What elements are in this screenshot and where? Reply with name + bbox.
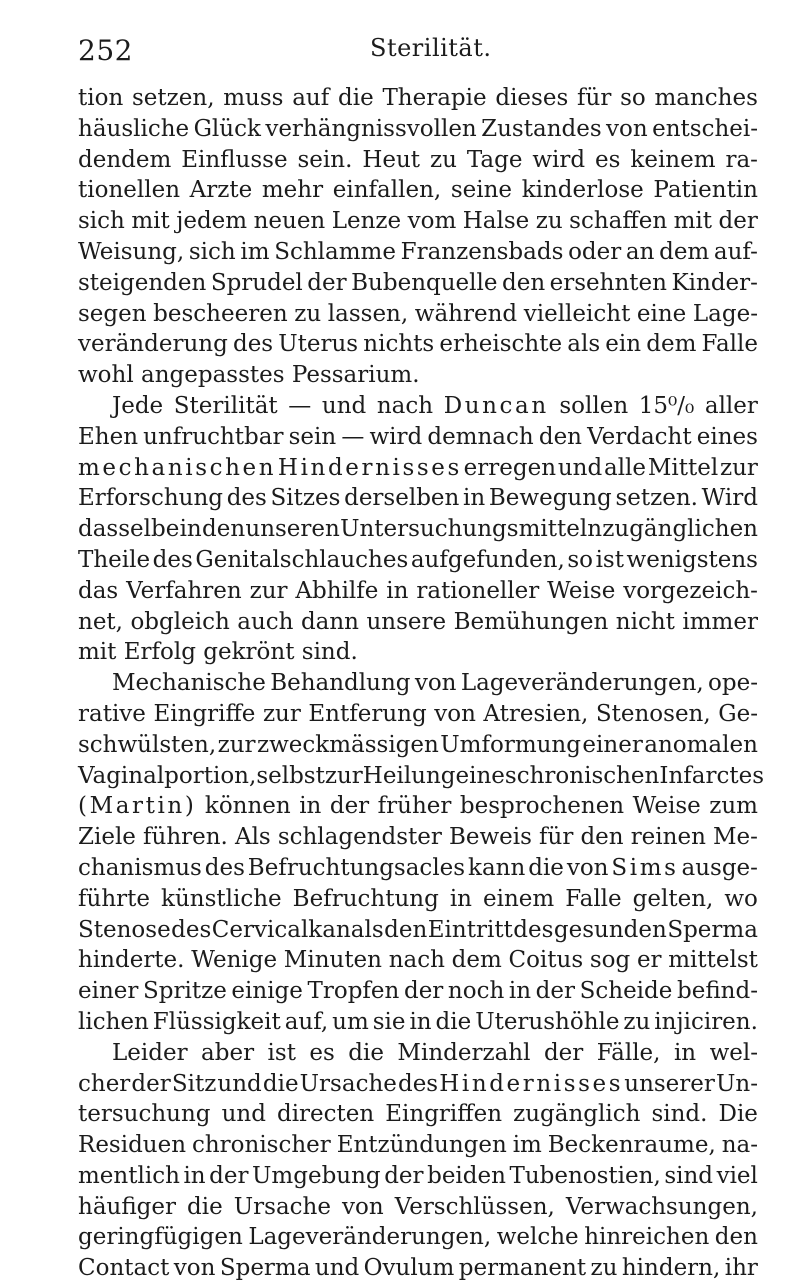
- text-line: wohl angepasstes Pessarium.: [78, 362, 420, 389]
- text-line: tersuchung und directen Eingriffen zugänglich sind. Die: [78, 1101, 758, 1128]
- text-line: Theile des Genitalschlauches aufgefunden, so ist wenigstens: [78, 546, 758, 573]
- text-line: lichen Flüssigkeit auf, um sie in die Uterushöhle zu injiciren.: [78, 1008, 758, 1035]
- text-line: tionellen Arzte mehr einfallen, seine kinderlose Patientin: [78, 177, 758, 204]
- text-line: sich mit jedem neuen Lenze vom Halse zu schaffen mit der: [78, 208, 758, 235]
- text-line: geringfügigen Lageveränderungen, welche hinreichen den: [78, 1224, 758, 1251]
- text-line: dendem Einflusse sein. Heut zu Tage wird es keinem ra-: [78, 146, 758, 173]
- text-line: mentlich in der Umgebung der beiden Tubenostien, sind viel: [78, 1162, 758, 1189]
- body-text: [78, 83, 765, 1284]
- text-line: Vaginalportion, selbst zur Heilung eines chronischen Infarctes: [78, 762, 765, 789]
- text-line: hinderte. Wenige Minuten nach dem Coitus sog er mittelst: [78, 947, 758, 974]
- text-line: Mechanische Behandlung von Lageveränderungen, ope-: [112, 670, 758, 697]
- text-line: häusliche Glück verhängnissvollen Zustandes von entschei-: [78, 115, 758, 142]
- text-line: steigenden Sprudel der Bubenquelle den ersehnten Kinder-: [78, 269, 758, 296]
- text-line: veränderung des Uterus nichts erheischte als ein dem Falle: [78, 331, 758, 358]
- text-line: Erforschung des Sitzes derselben in Bewegung setzen. Wird: [78, 485, 758, 512]
- text-line: das Verfahren zur Abhilfe in rationeller Weise vorgezeich-: [78, 577, 758, 604]
- text-line: tion setzen, muss auf die Therapie dieses für so manches: [78, 85, 758, 111]
- text-line: Contact von Sperma und Ovulum permanent zu hindern, ihr: [78, 1255, 758, 1282]
- page-number: 252: [78, 34, 133, 67]
- text-line: (Martin) können in der früher besprochenen Weise zum: [78, 793, 758, 820]
- text-line: chanismus des Befruchtungsacles kann die von Sims ausge-: [78, 854, 758, 881]
- text-line: Ziele führen. Als schlagendster Beweis für den reinen Me-: [78, 824, 758, 851]
- text-line: Stenose des Cervicalkanals den Eintritt des gesunden Sperma: [78, 916, 758, 943]
- text-line: schwülsten, zur zweckmässigen Umformung einer anomalen: [78, 731, 758, 758]
- text-line: rative Eingriffe zur Entferung von Atresien, Stenosen, Ge-: [78, 700, 758, 727]
- page-header: [78, 18, 758, 68]
- text-line: cher der Sitz und die Ursache des Hindernisses unserer Un-: [78, 1070, 758, 1097]
- running-title: Sterilität.: [370, 34, 492, 62]
- text-line: mechanischen Hindernisses erregen und alle Mittel zur: [78, 454, 758, 481]
- text-line: mit Erfolg gekrönt sind.: [78, 639, 358, 666]
- text-line: net, obgleich auch dann unsere Bemühungen nicht immer: [78, 608, 758, 635]
- text-line: führte künstliche Befruchtung in einem Falle gelten, wo: [78, 885, 758, 912]
- text-line: dasselbe in den unseren Untersuchungsmitteln zugänglichen: [78, 516, 758, 543]
- text-line: segen bescheeren zu lassen, während vielleicht eine Lage-: [78, 300, 758, 327]
- text-line: Weisung, sich im Schlamme Franzensbads oder an dem auf-: [78, 238, 758, 265]
- text-line: Leider aber ist es die Minderzahl der Fälle, in wel-: [112, 1039, 758, 1066]
- text-line: häufiger die Ursache von Verschlüssen, Verwachsungen,: [78, 1193, 758, 1220]
- text-line: Residuen chronischer Entzündungen im Beckenraume, na-: [78, 1132, 758, 1159]
- text-line: einer Spritze einige Tropfen der noch in der Scheide befind-: [78, 978, 758, 1005]
- text-line: Ehen unfruchtbar sein — wird demnach den Verdacht eines: [78, 423, 758, 450]
- text-line: Jede Sterilität — und nach Duncan sollen 15⁰/₀ aller: [112, 392, 758, 419]
